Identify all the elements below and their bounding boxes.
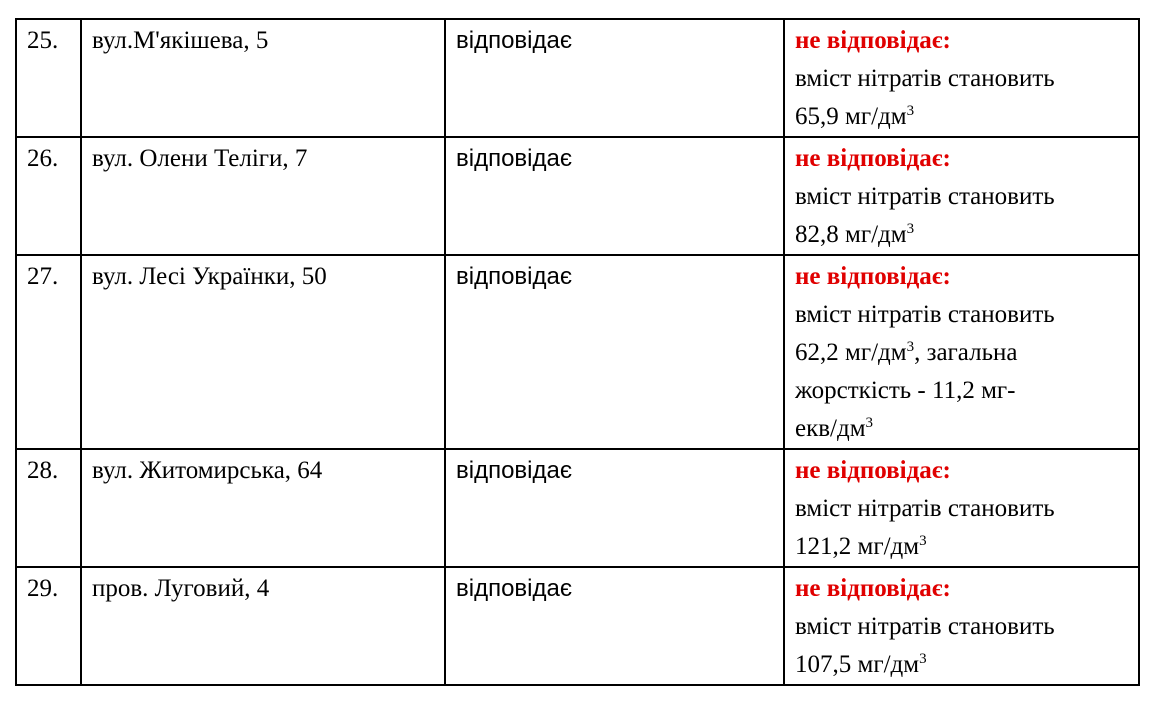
detail-text: жорсткість - 11,2 мг- xyxy=(795,377,1016,404)
status-text: відповідає xyxy=(456,27,573,54)
detail-line xyxy=(795,490,1128,528)
detail-line xyxy=(795,60,1128,98)
detail-text: вміст нітратів становить xyxy=(795,613,1055,640)
detail-text: 65,9 мг/дм xyxy=(795,103,907,130)
address-cell xyxy=(81,567,445,685)
table-row xyxy=(16,137,1139,255)
verdict-text: не відповідає: xyxy=(795,263,951,290)
detail-text: вміст нітратів становить xyxy=(795,495,1055,522)
detail-line xyxy=(795,178,1128,216)
row-number-cell xyxy=(16,449,81,567)
row-number-cell xyxy=(16,567,81,685)
row-number: 26. xyxy=(27,145,59,172)
detail-line xyxy=(795,98,1128,136)
unit-superscript: 3 xyxy=(919,651,927,667)
table-row xyxy=(16,449,1139,567)
address-text: вул.М'якішева, 5 xyxy=(92,27,269,54)
detail-line xyxy=(795,528,1128,566)
detail-text: вміст нітратів становить xyxy=(795,301,1055,328)
address-cell xyxy=(81,255,445,449)
verdict-text: не відповідає: xyxy=(795,575,951,602)
row-number: 25. xyxy=(27,27,59,54)
address-text: вул. Олени Теліги, 7 xyxy=(92,145,308,172)
unit-superscript: 3 xyxy=(919,533,927,549)
status-cell xyxy=(445,255,784,449)
detail-line xyxy=(795,334,1128,372)
detail-line xyxy=(795,646,1128,684)
verdict-cell xyxy=(784,255,1139,449)
status-cell xyxy=(445,449,784,567)
detail-text: 121,2 мг/дм xyxy=(795,533,920,560)
address-text: пров. Луговий, 4 xyxy=(92,575,270,602)
table-row xyxy=(16,255,1139,449)
row-number: 29. xyxy=(27,575,59,602)
detail-text: вміст нітратів становить xyxy=(795,183,1055,210)
table-row xyxy=(16,19,1139,137)
row-number-cell xyxy=(16,19,81,137)
verdict-text: не відповідає: xyxy=(795,457,951,484)
verdict-text: не відповідає: xyxy=(795,27,951,54)
verdict-cell xyxy=(784,137,1139,255)
detail-text-after: , загальна xyxy=(914,339,1018,366)
status-cell xyxy=(445,567,784,685)
water-quality-table xyxy=(15,18,1140,686)
detail-text: вміст нітратів становить xyxy=(795,65,1055,92)
address-text: вул. Житомирська, 64 xyxy=(92,457,323,484)
row-number: 27. xyxy=(27,263,59,290)
address-cell xyxy=(81,137,445,255)
detail-line xyxy=(795,216,1128,254)
detail-text: екв/дм xyxy=(795,415,866,442)
verdict-cell xyxy=(784,449,1139,567)
detail-line xyxy=(795,372,1128,410)
unit-superscript: 3 xyxy=(906,103,915,119)
address-cell xyxy=(81,19,445,137)
status-text: відповідає xyxy=(456,575,573,602)
status-text: відповідає xyxy=(456,145,573,172)
unit-superscript: 3 xyxy=(906,339,915,355)
verdict-text: не відповідає: xyxy=(795,145,951,172)
status-text: відповідає xyxy=(456,263,573,290)
detail-line xyxy=(795,410,1128,448)
verdict-cell xyxy=(784,567,1139,685)
detail-text: 82,8 мг/дм xyxy=(795,221,907,248)
table-row xyxy=(16,567,1139,685)
detail-line xyxy=(795,608,1128,646)
detail-line xyxy=(795,296,1128,334)
verdict-cell xyxy=(784,19,1139,137)
table-body xyxy=(16,19,1139,685)
status-text: відповідає xyxy=(456,457,573,484)
detail-text: 107,5 мг/дм xyxy=(795,651,920,678)
row-number-cell xyxy=(16,137,81,255)
status-cell xyxy=(445,19,784,137)
address-cell xyxy=(81,449,445,567)
address-text: вул. Лесі Українки, 50 xyxy=(92,263,327,290)
row-number: 28. xyxy=(27,457,59,484)
detail-text: 62,2 мг/дм xyxy=(795,339,907,366)
unit-superscript: 3 xyxy=(865,415,874,431)
row-number-cell xyxy=(16,255,81,449)
status-cell xyxy=(445,137,784,255)
unit-superscript: 3 xyxy=(906,221,915,237)
